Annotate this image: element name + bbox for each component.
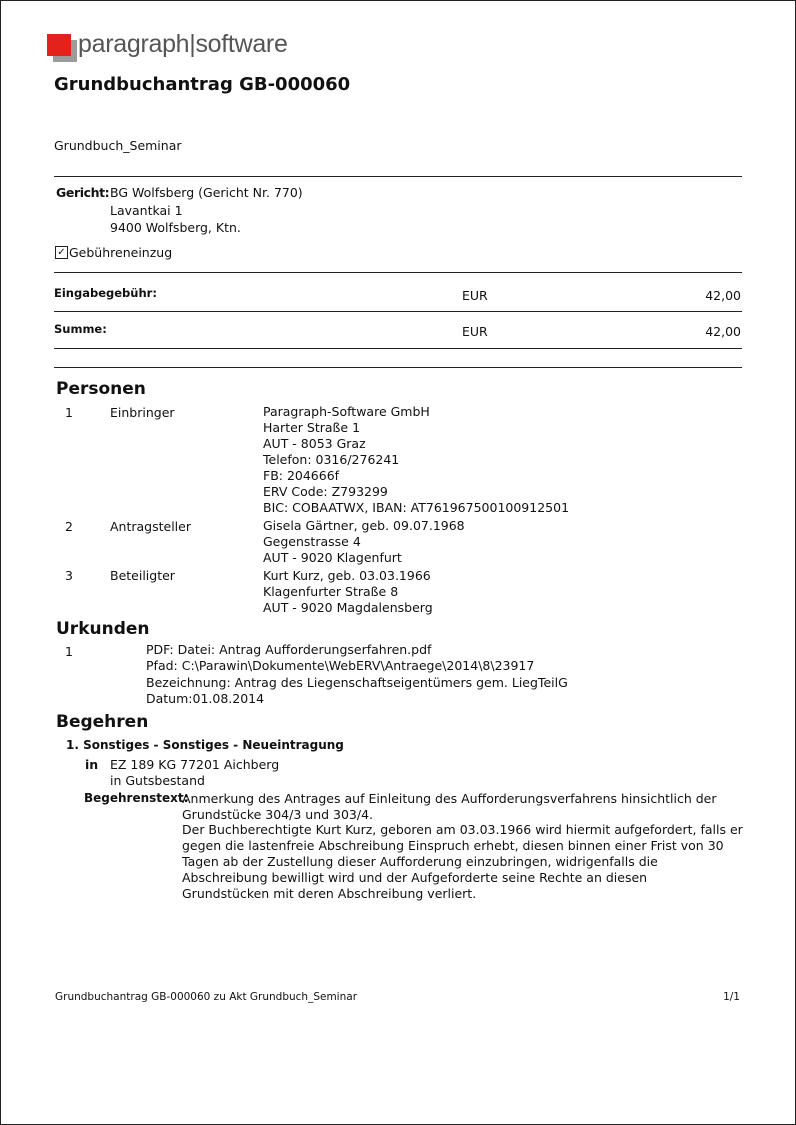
person-line: ERV Code: Z793299 [263, 484, 388, 499]
person-line: AUT - 9020 Magdalensberg [263, 600, 433, 615]
fee-currency: EUR [462, 288, 488, 303]
begehrenstext-line: Grundstücken mit deren Abschreibung verliert. [182, 886, 477, 901]
gericht-line: 9400 Wolfsberg, Ktn. [110, 220, 241, 235]
begehren-item-title: 1. Sonstiges - Sonstiges - Neueintragung [66, 738, 344, 752]
person-line: AUT - 9020 Klagenfurt [263, 550, 402, 565]
person-line: AUT - 8053 Graz [263, 436, 366, 451]
begehren-in-line: in Gutsbestand [110, 773, 205, 788]
fee-label: Eingabegebühr: [54, 286, 157, 300]
akt-name: Grundbuch_Seminar [54, 138, 182, 153]
gericht-line: Lavantkai 1 [110, 203, 183, 218]
sum-label: Summe: [54, 322, 107, 336]
logo-text: paragraph|software [78, 30, 288, 58]
document-title: Grundbuchantrag GB-000060 [54, 74, 351, 95]
footer-text: Grundbuchantrag GB-000060 zu Akt Grundbuch_Seminar [55, 991, 358, 1003]
urkunde-line: PDF: Datei: Antrag Aufforderungserfahren.pdf [146, 642, 432, 657]
urkunde-line: Pfad: C:\Parawin\Dokumente\WebERV\Antraege\2014\8\23917 [146, 658, 535, 673]
person-nr: 3 [65, 568, 73, 583]
person-line: Harter Straße 1 [263, 420, 361, 435]
divider [54, 176, 742, 177]
logo-mark-icon [47, 34, 77, 60]
divider [54, 272, 742, 273]
begehren-in-line: EZ 189 KG 77201 Aichberg [110, 757, 280, 772]
person-line: Kurt Kurz, geb. 03.03.1966 [263, 568, 431, 583]
begehren-in-label: in [85, 757, 99, 772]
person-line: FB: 204666f [263, 468, 340, 483]
gericht-label: Gericht: [56, 185, 110, 200]
begehrenstext-line: Der Buchberechtigte Kurt Kurz, geboren am 03.03.1966 wird hiermit aufgefordert, falls er [182, 822, 743, 837]
person-role: Einbringer [110, 405, 175, 420]
person-nr: 1 [65, 405, 73, 420]
person-line: BIC: COBAATWX, IBAN: AT761967500100912501 [263, 500, 570, 515]
sum-amount: 42,00 [705, 324, 741, 339]
person-line: Telefon: 0316/276241 [263, 452, 400, 467]
person-line: Gisela Gärtner, geb. 09.07.1968 [263, 518, 465, 533]
begehrenstext-line: gegen die lastenfreie Abschreibung Einspruch erhebt, diesen binnen einer Frist von 30 [182, 838, 724, 853]
personen-heading: Personen [56, 379, 146, 399]
divider [54, 311, 742, 312]
person-role: Antragsteller [110, 519, 191, 534]
person-nr: 2 [65, 519, 73, 534]
gebuehreneinzug-checkbox: ✓ [55, 246, 68, 259]
person-line: Paragraph-Software GmbH [263, 404, 430, 419]
divider [54, 348, 742, 349]
urkunde-nr: 1 [65, 644, 73, 659]
begehrenstext-line: Abschreibung bewilligt wird und der Aufgeforderte seine Rechte an diesen [182, 870, 648, 885]
sum-currency: EUR [462, 324, 488, 339]
gebuehreneinzug-label: Gebühreneinzug [69, 245, 173, 260]
urkunde-line: Bezeichnung: Antrag des Liegenschaftseigentümers gem. LiegTeilG [146, 675, 568, 690]
begehrenstext-line: Grundstücke 304/3 und 303/4. [182, 807, 374, 822]
person-line: Klagenfurter Straße 8 [263, 584, 399, 599]
gericht-line: BG Wolfsberg (Gericht Nr. 770) [110, 185, 303, 200]
fee-amount: 42,00 [705, 288, 741, 303]
urkunde-line: Datum:01.08.2014 [146, 691, 265, 706]
begehrenstext-line: Anmerkung des Antrages auf Einleitung des Aufforderungsverfahrens hinsichtlich der [182, 791, 717, 806]
page-number: 1/1 [723, 991, 740, 1003]
urkunden-heading: Urkunden [56, 619, 150, 639]
divider [54, 367, 742, 368]
begehren-heading: Begehren [56, 712, 149, 732]
begehrenstext-label: Begehrenstext: [84, 791, 189, 805]
begehrenstext-line: Tagen ab der Zustellung dieser Aufforderung einzubringen, widrigenfalls die [182, 854, 658, 869]
person-line: Gegenstrasse 4 [263, 534, 361, 549]
person-role: Beteiligter [110, 568, 175, 583]
